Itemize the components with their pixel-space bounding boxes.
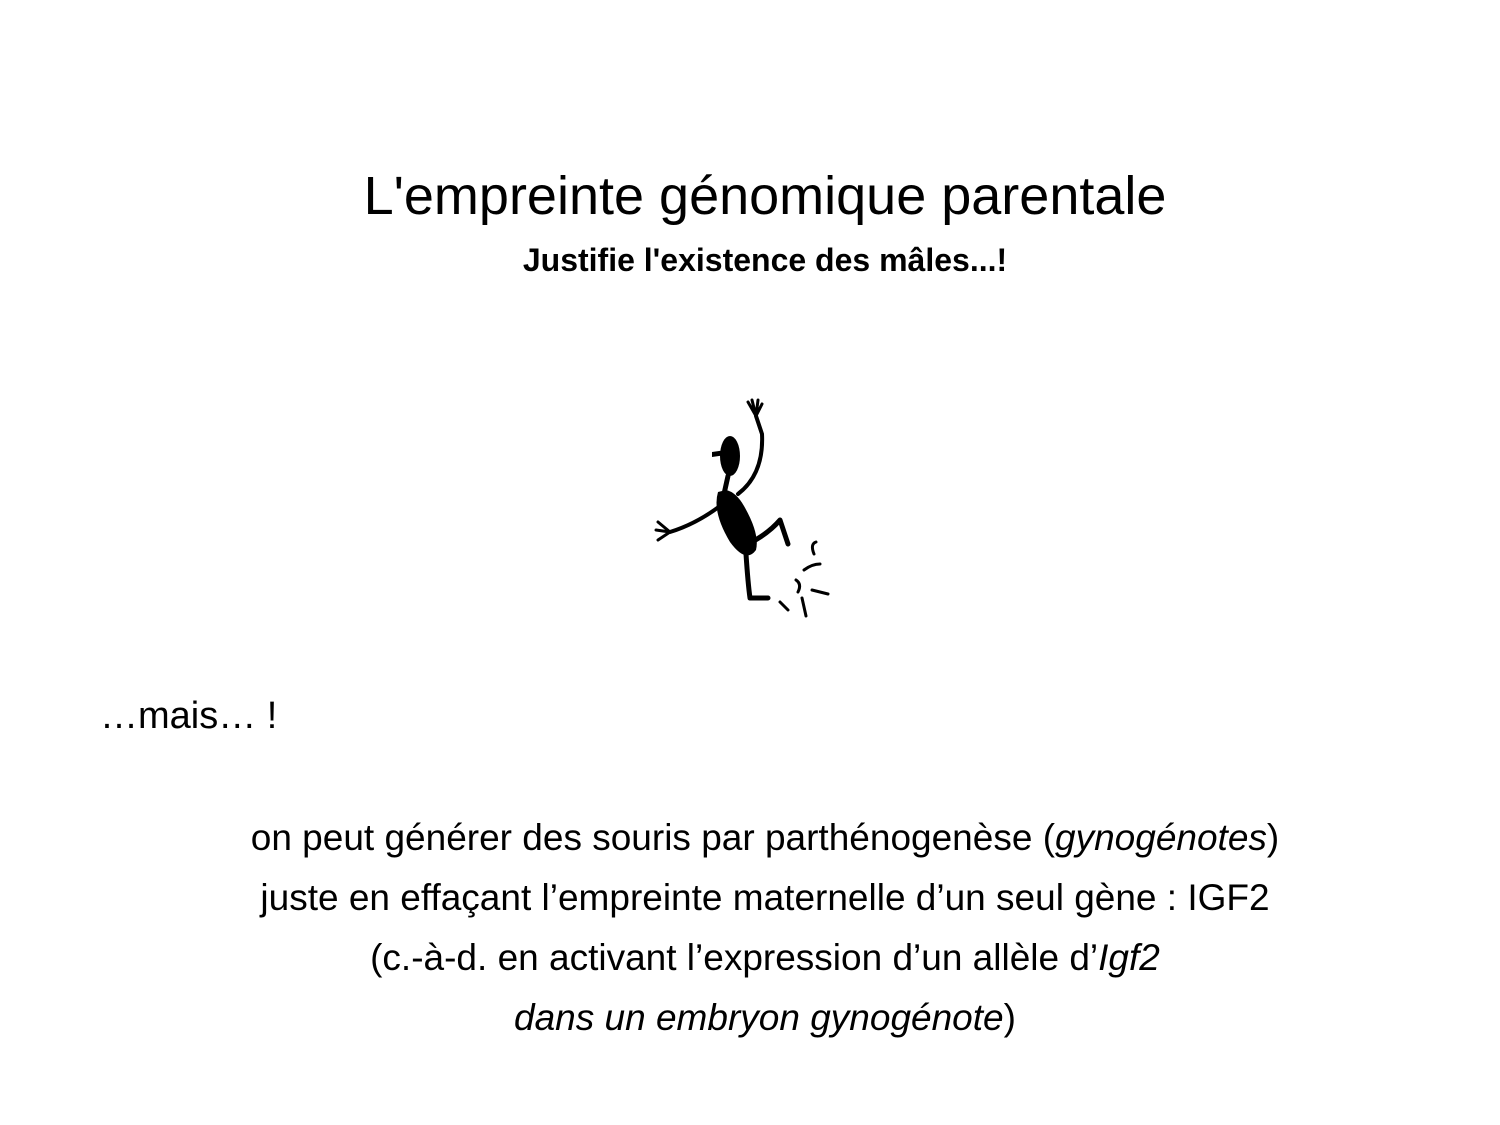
body-line-4-italic: dans un embryon gynogénote xyxy=(514,997,1004,1038)
body-line-3 xyxy=(60,928,1470,988)
body-line-1-text: on peut générer des souris par parthénogenèse ( xyxy=(250,817,1056,858)
body-line-2: juste en effaçant l’empreinte maternelle d’un seul gène : IGF2 xyxy=(260,877,1270,918)
kicking-stick-figure-icon xyxy=(652,394,834,620)
body-line-1-italic: gynogénotes xyxy=(1055,817,1267,858)
body-line-1-close: ) xyxy=(1266,817,1280,858)
body-line-3-italic: Igf2 xyxy=(1098,937,1160,978)
body-line-1 xyxy=(60,808,1470,868)
body-line-3-text: (c.-à-d. en activant l’expression d’un allèle d’ xyxy=(370,937,1099,978)
body-line-4 xyxy=(60,988,1470,1048)
slide-subtitle: Justifie l'existence des mâles...! xyxy=(522,242,1008,278)
body-text xyxy=(60,808,1470,1048)
slide-title: L'empreinte génomique parentale xyxy=(363,166,1167,226)
lead-text: …mais… ! xyxy=(100,695,278,737)
body-line-4-close: ) xyxy=(1003,997,1016,1038)
